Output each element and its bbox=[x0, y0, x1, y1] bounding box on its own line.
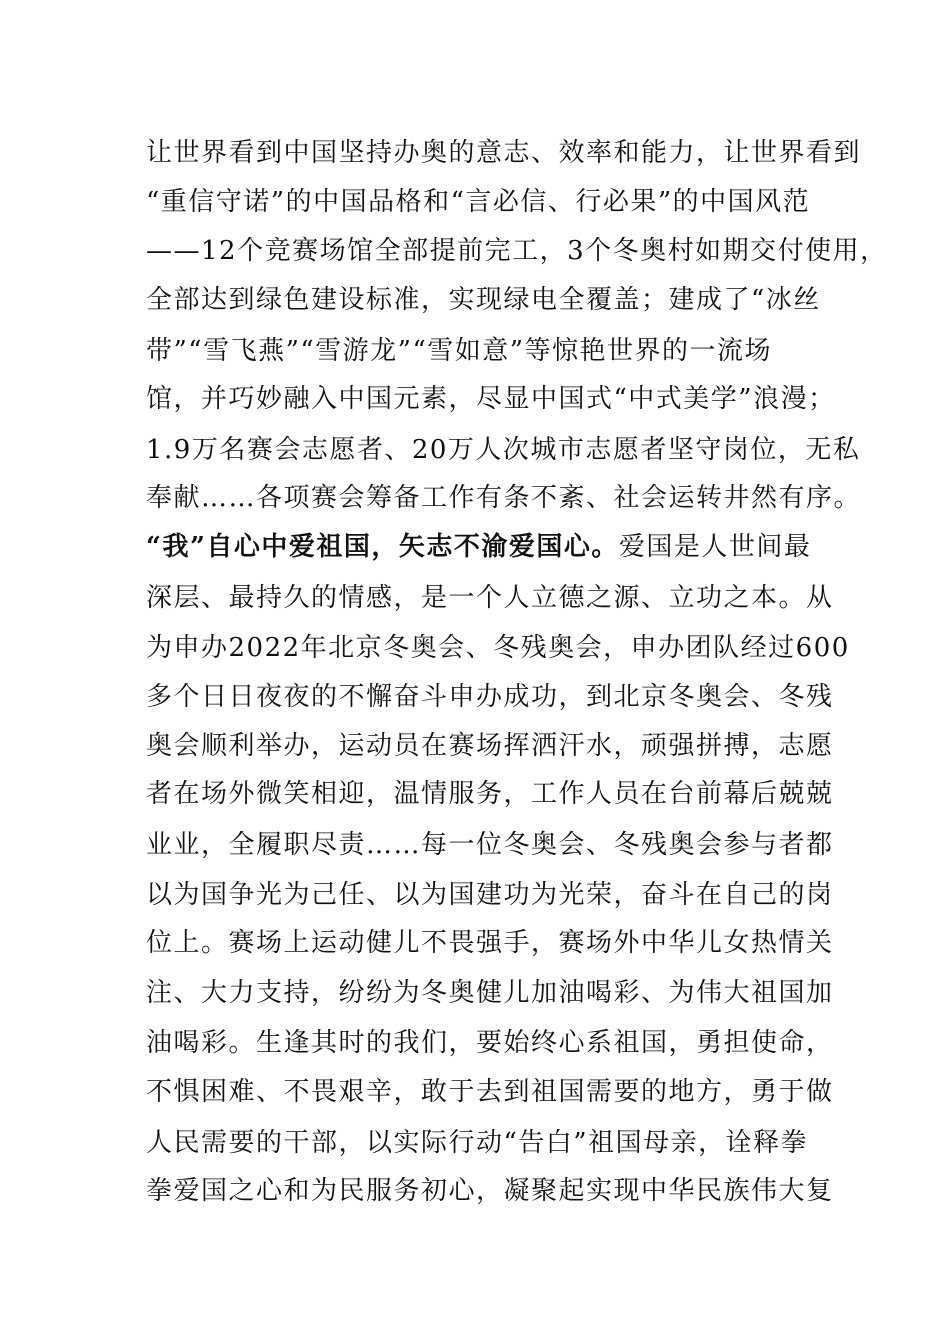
text-line: 者在场外微笑相迎，温情服务，工作人员在台前幕后兢兢 bbox=[146, 779, 834, 809]
text-line: 全部达到绿色建设标准，实现绿电全覆盖；建成了“冰丝 bbox=[146, 285, 821, 315]
text-line: 1.9万名赛会志愿者、20万人次城市志愿者坚守岗位，无私 bbox=[146, 435, 861, 465]
text-line: 奉献……各项赛会筹备工作有条不紊、社会运转井然有序。 bbox=[146, 483, 862, 513]
text-line: 拳爱国之心和为民服务初心，凝聚起实现中华民族伟大复 bbox=[146, 1176, 834, 1206]
text-line: 馆，并巧妙融入中国元素，尽显中国式“中式美学”浪漫； bbox=[146, 384, 836, 414]
text-line: 以为国争光为己任、以为国建功为光荣，奋斗在自己的岗 bbox=[146, 880, 834, 910]
text-line: 油喝彩。生逢其时的我们，要始终心系祖国，勇担使命， bbox=[146, 1028, 834, 1058]
text-line: 为申办2022年北京冬奥会、冬残奥会，申办团队经过600 bbox=[146, 633, 850, 663]
text-line: 人民需要的干部，以实际行动“告白”祖国母亲，诠释拳 bbox=[146, 1128, 809, 1158]
text-line: 注、大力支持，纷纷为冬奥健儿加油喝彩、为伟大祖国加 bbox=[146, 978, 834, 1008]
text-line: 位上。赛场上运动健儿不畏强手，赛场外中华儿女热情关 bbox=[146, 928, 834, 958]
text-line: 爱国是人世间最 bbox=[618, 532, 812, 562]
text-line: 让世界看到中国坚持办奥的意志、效率和能力，让世界看到 bbox=[146, 138, 862, 168]
paragraph-heading-line bbox=[146, 531, 811, 563]
text-line: 不惧困难、不畏艰辛，敢于去到祖国需要的地方，勇于做 bbox=[146, 1077, 834, 1107]
text-line: 业业，全履职尽责……每一位冬奥会、冬残奥会参与者都 bbox=[146, 830, 834, 860]
paragraph-heading: “我”自心中爱祖国，矢志不渝爱国心。 bbox=[146, 532, 619, 562]
text-line: “重信守诺”的中国品格和“言必信、行必果”的中国风范 bbox=[146, 187, 811, 217]
text-line: 多个日日夜夜的不懈奋斗申办成功，到北京冬奥会、冬残 bbox=[146, 682, 834, 712]
text-line: 深层、最持久的情感，是一个人立德之源、立功之本。从 bbox=[146, 583, 834, 613]
text-line: 奥会顺利举办，运动员在赛场挥洒汗水，顽强拼搏，志愿 bbox=[146, 731, 834, 761]
text-line: 带”“雪飞燕”“雪游龙”“雪如意”等惊艳世界的一流场 bbox=[146, 336, 773, 366]
text-line: ——12个竞赛场馆全部提前完工，3个冬奥村如期交付使用， bbox=[146, 236, 888, 266]
